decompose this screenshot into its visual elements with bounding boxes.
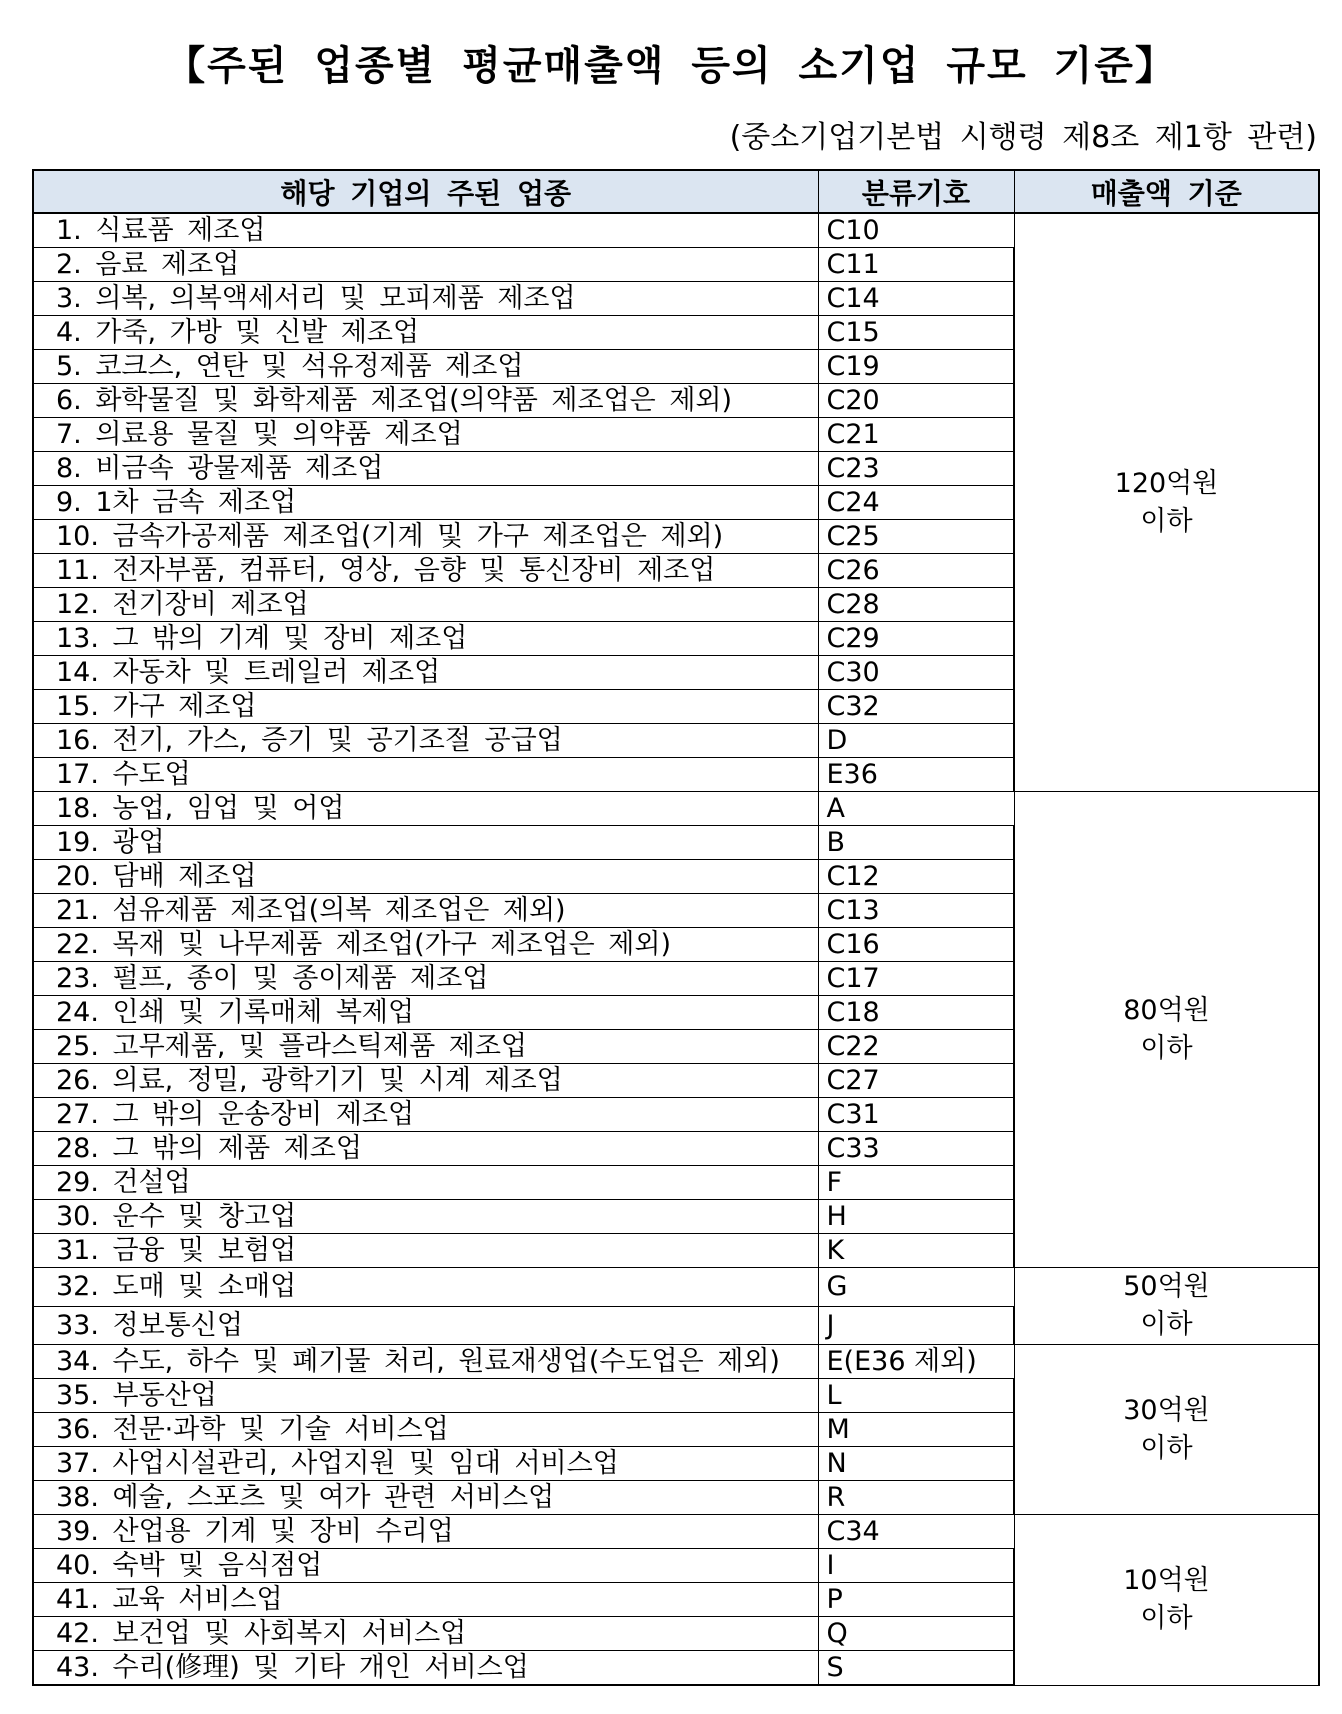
industry-cell: 19. 광업 xyxy=(33,826,818,860)
classification-code-cell: C27 xyxy=(818,1064,1014,1098)
industry-cell: 8. 비금속 광물제품 제조업 xyxy=(33,452,818,486)
industry-cell: 3. 의복, 의복액세서리 및 모피제품 제조업 xyxy=(33,282,818,316)
threshold-amount: 80억원 xyxy=(1123,994,1210,1026)
classification-code-cell: I xyxy=(818,1549,1014,1583)
classification-code-cell: C23 xyxy=(818,452,1014,486)
page-title: 【주된 업종별 평균매출액 등의 소기업 규모 기준】 xyxy=(165,43,1177,89)
classification-code-cell: C11 xyxy=(818,248,1014,282)
industry-cell: 10. 금속가공제품 제조업(기계 및 가구 제조업은 제외) xyxy=(33,520,818,554)
industry-cell: 34. 수도, 하수 및 폐기물 처리, 원료재생업(수도업은 제외) xyxy=(33,1345,818,1379)
industry-cell: 20. 담배 제조업 xyxy=(33,860,818,894)
industry-cell: 2. 음료 제조업 xyxy=(33,248,818,282)
industry-cell: 1. 식료품 제조업 xyxy=(33,213,818,248)
classification-code-cell: C30 xyxy=(818,656,1014,690)
threshold-amount: 10억원 xyxy=(1123,1564,1210,1596)
classification-code-cell: H xyxy=(818,1200,1014,1234)
classification-code-cell: M xyxy=(818,1413,1014,1447)
classification-code-cell: F xyxy=(818,1166,1014,1200)
classification-code-cell: L xyxy=(818,1379,1014,1413)
threshold-suffix: 이하 xyxy=(1140,1602,1193,1634)
classification-code-cell: C16 xyxy=(818,928,1014,962)
classification-code-cell: C10 xyxy=(818,213,1014,248)
classification-code-cell: C32 xyxy=(818,690,1014,724)
classification-code-cell: C25 xyxy=(818,520,1014,554)
classification-code-cell: E36 xyxy=(818,758,1014,792)
table-body xyxy=(33,213,1319,1685)
header-industry: 해당 기업의 주된 업종 xyxy=(33,170,818,213)
industry-cell: 31. 금융 및 보험업 xyxy=(33,1234,818,1268)
industry-cell: 30. 운수 및 창고업 xyxy=(33,1200,818,1234)
classification-code-cell: C34 xyxy=(818,1515,1014,1549)
industry-cell: 14. 자동차 및 트레일러 제조업 xyxy=(33,656,818,690)
industry-cell: 15. 가구 제조업 xyxy=(33,690,818,724)
table-row xyxy=(33,1268,1319,1307)
classification-code-cell: C26 xyxy=(818,554,1014,588)
industry-cell: 32. 도매 및 소매업 xyxy=(33,1268,818,1307)
classification-code-cell: A xyxy=(818,792,1014,826)
industry-cell: 37. 사업시설관리, 사업지원 및 임대 서비스업 xyxy=(33,1447,818,1481)
table-row xyxy=(33,792,1319,826)
industry-cell: 23. 펄프, 종이 및 종이제품 제조업 xyxy=(33,962,818,996)
revenue-threshold-cell xyxy=(1014,1345,1319,1515)
classification-code-cell: K xyxy=(818,1234,1014,1268)
industry-cell: 40. 숙박 및 음식점업 xyxy=(33,1549,818,1583)
classification-code-cell: C14 xyxy=(818,282,1014,316)
industry-cell: 21. 섬유제품 제조업(의복 제조업은 제외) xyxy=(33,894,818,928)
industry-cell: 24. 인쇄 및 기록매체 복제업 xyxy=(33,996,818,1030)
classification-code-cell: C20 xyxy=(818,384,1014,418)
classification-code-cell: S xyxy=(818,1651,1014,1686)
industry-cell: 16. 전기, 가스, 증기 및 공기조절 공급업 xyxy=(33,724,818,758)
industry-cell: 42. 보건업 및 사회복지 서비스업 xyxy=(33,1617,818,1651)
table-header-row xyxy=(33,170,1319,213)
classification-code-cell: R xyxy=(818,1481,1014,1515)
industry-cell: 41. 교육 서비스업 xyxy=(33,1583,818,1617)
classification-code-cell: J xyxy=(818,1306,1014,1345)
classification-code-cell: C12 xyxy=(818,860,1014,894)
industry-cell: 43. 수리(修理) 및 기타 개인 서비스업 xyxy=(33,1651,818,1686)
classification-code-cell: C18 xyxy=(818,996,1014,1030)
header-threshold: 매출액 기준 xyxy=(1014,170,1319,213)
industry-cell: 13. 그 밖의 기계 및 장비 제조업 xyxy=(33,622,818,656)
industry-cell: 36. 전문·과학 및 기술 서비스업 xyxy=(33,1413,818,1447)
industry-cell: 25. 고무제품, 및 플라스틱제품 제조업 xyxy=(33,1030,818,1064)
classification-code-cell: C19 xyxy=(818,350,1014,384)
classification-code-cell: G xyxy=(818,1268,1014,1307)
classification-code-cell: C28 xyxy=(818,588,1014,622)
industry-cell: 6. 화학물질 및 화학제품 제조업(의약품 제조업은 제외) xyxy=(33,384,818,418)
classification-code-cell: C15 xyxy=(818,316,1014,350)
industry-cell: 39. 산업용 기계 및 장비 수리업 xyxy=(33,1515,818,1549)
industry-cell: 29. 건설업 xyxy=(33,1166,818,1200)
threshold-suffix: 이하 xyxy=(1140,505,1193,537)
table-row xyxy=(33,1515,1319,1549)
table-row xyxy=(33,213,1319,248)
industry-cell: 12. 전기장비 제조업 xyxy=(33,588,818,622)
industry-cell: 35. 부동산업 xyxy=(33,1379,818,1413)
legal-reference: (중소기업기본법 시행령 제8조 제1항 관련) xyxy=(729,120,1317,155)
classification-code-cell: D xyxy=(818,724,1014,758)
industry-cell: 33. 정보통신업 xyxy=(33,1306,818,1345)
classification-code-cell: C29 xyxy=(818,622,1014,656)
classification-code-cell: Q xyxy=(818,1617,1014,1651)
classification-code-cell: C24 xyxy=(818,486,1014,520)
header-code: 분류기호 xyxy=(818,170,1014,213)
industry-cell: 7. 의료용 물질 및 의약품 제조업 xyxy=(33,418,818,452)
industry-cell: 17. 수도업 xyxy=(33,758,818,792)
industry-cell: 4. 가죽, 가방 및 신발 제조업 xyxy=(33,316,818,350)
threshold-amount: 50억원 xyxy=(1123,1271,1210,1302)
industry-cell: 5. 코크스, 연탄 및 석유정제품 제조업 xyxy=(33,350,818,384)
classification-code-cell: C22 xyxy=(818,1030,1014,1064)
classification-code-cell: C21 xyxy=(818,418,1014,452)
industry-cell: 26. 의료, 정밀, 광학기기 및 시계 제조업 xyxy=(33,1064,818,1098)
classification-code-cell: B xyxy=(818,826,1014,860)
table-row xyxy=(33,1345,1319,1379)
classification-code-cell: P xyxy=(818,1583,1014,1617)
classification-code-cell: C17 xyxy=(818,962,1014,996)
industry-cell: 28. 그 밖의 제품 제조업 xyxy=(33,1132,818,1166)
classification-code-cell: C33 xyxy=(818,1132,1014,1166)
classification-code-cell: E(E36 제외) xyxy=(818,1345,1014,1379)
size-criteria-table xyxy=(32,169,1320,1686)
industry-cell: 9. 1차 금속 제조업 xyxy=(33,486,818,520)
industry-cell: 22. 목재 및 나무제품 제조업(가구 제조업은 제외) xyxy=(33,928,818,962)
revenue-threshold-cell xyxy=(1014,1515,1319,1686)
revenue-threshold-cell xyxy=(1014,1268,1319,1345)
threshold-suffix: 이하 xyxy=(1140,1032,1193,1064)
classification-code-cell: C13 xyxy=(818,894,1014,928)
revenue-threshold-cell xyxy=(1014,792,1319,1268)
threshold-amount: 120억원 xyxy=(1114,467,1219,499)
industry-cell: 38. 예술, 스포츠 및 여가 관련 서비스업 xyxy=(33,1481,818,1515)
threshold-suffix: 이하 xyxy=(1140,1309,1193,1340)
industry-cell: 11. 전자부품, 컴퓨터, 영상, 음향 및 통신장비 제조업 xyxy=(33,554,818,588)
threshold-suffix: 이하 xyxy=(1140,1432,1193,1464)
industry-cell: 27. 그 밖의 운송장비 제조업 xyxy=(33,1098,818,1132)
classification-code-cell: C31 xyxy=(818,1098,1014,1132)
industry-cell: 18. 농업, 임업 및 어업 xyxy=(33,792,818,826)
revenue-threshold-cell xyxy=(1014,213,1319,792)
classification-code-cell: N xyxy=(818,1447,1014,1481)
threshold-amount: 30억원 xyxy=(1123,1394,1210,1426)
